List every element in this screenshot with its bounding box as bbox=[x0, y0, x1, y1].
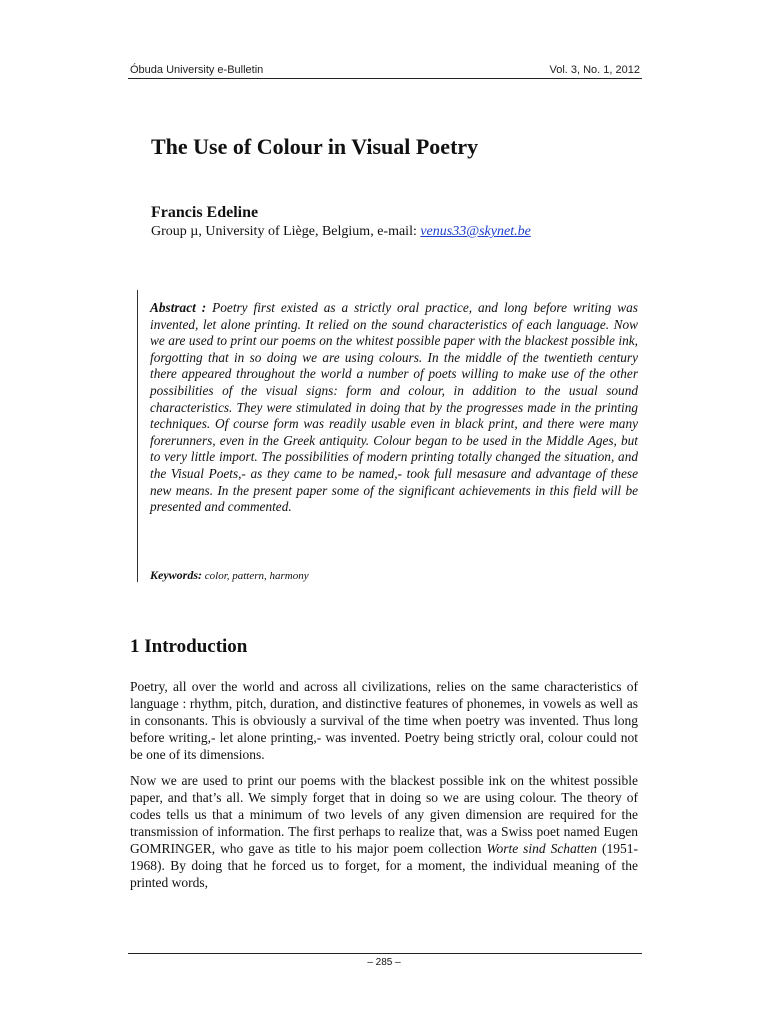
abstract-text: Poetry first existed as a strictly oral practice, and long before writing was invented, let alone printing. It relied on the sound characteristics of each language. Now we are used to print our poems on the whitest possible paper with the blackest possible ink, forgotting that in so doing we are using colours. In the middle of the twentieth century there appeared throughout the world a number of poets willing to make use of the other possibilities of the visual signs: form and colour, in addition to the usual sound characteristics. They were stimulated in doing that by the progresses made in the printing techniques. Of course form was readily usable even in black print, and there were many forerunners, even in the Greek antiquity. Colour began to be used in the Middle Ages, but to very little import. The possibilities of modern printing totally changed the situation, and the Visual Poets,- as they came to be named,- took full mesasure and advantage of these new means. In the present paper some of the significant achievements in this field will be presented and commented. bbox=[150, 300, 638, 515]
keywords-text: color, pattern, harmony bbox=[204, 570, 309, 582]
paper-title: The Use of Colour in Visual Poetry bbox=[151, 134, 479, 159]
author-affiliation bbox=[151, 224, 531, 240]
paragraph-2-text-a: Now we are used to print our poems with the blackest possible ink on the whitest possible paper, and that’s all. We simply forget that in doing so we are using colour. The theory of codes tells us that a minimum of two levels of any given dimension are required for the transmission of information. The first perhaps to realize that, was a Swiss poet named Eugen GOMRINGER, who gave as title to his major poem collection bbox=[130, 773, 638, 856]
keywords bbox=[150, 568, 638, 583]
author-name: Francis Edeline bbox=[151, 204, 259, 221]
intro-paragraph-1: Poetry, all over the world and across all civilizations, relies on the same characteristics of language : rhythm, pitch, duration, and distinctive features of phonemes, in vowels as well as in consonants. This is obviously a survival of the time when poetry was invented. Thus long before writing,- let alone printing,- was invented. Poetry being strictly oral, colour could not be one of its dimensions. bbox=[130, 679, 638, 762]
abstract-label: Abstract : bbox=[150, 300, 207, 315]
book-title: Worte sind Schatten bbox=[486, 841, 598, 856]
header-divider bbox=[128, 78, 642, 79]
paragraph-2-text-b: (1951-1968). By doing that he forced us to forget, for a moment, the individual meaning of the printed words, bbox=[130, 841, 638, 890]
journal-name: Óbuda University e-Bulletin bbox=[130, 64, 264, 76]
email-link[interactable]: venus33@skynet.be bbox=[420, 224, 531, 239]
abstract bbox=[150, 300, 638, 516]
keywords-label: Keywords: bbox=[150, 568, 202, 582]
footer-divider bbox=[128, 953, 642, 954]
affiliation-text: Group µ, University of Liège, Belgium, e-mail: bbox=[151, 224, 421, 239]
running-header bbox=[130, 64, 640, 76]
intro-paragraph-2 bbox=[130, 772, 638, 891]
abstract-sidebar-line bbox=[137, 290, 138, 582]
section-heading: 1 Introduction bbox=[130, 636, 248, 657]
page-number: – 285 – bbox=[367, 957, 401, 968]
volume-info: Vol. 3, No. 1, 2012 bbox=[549, 64, 640, 76]
